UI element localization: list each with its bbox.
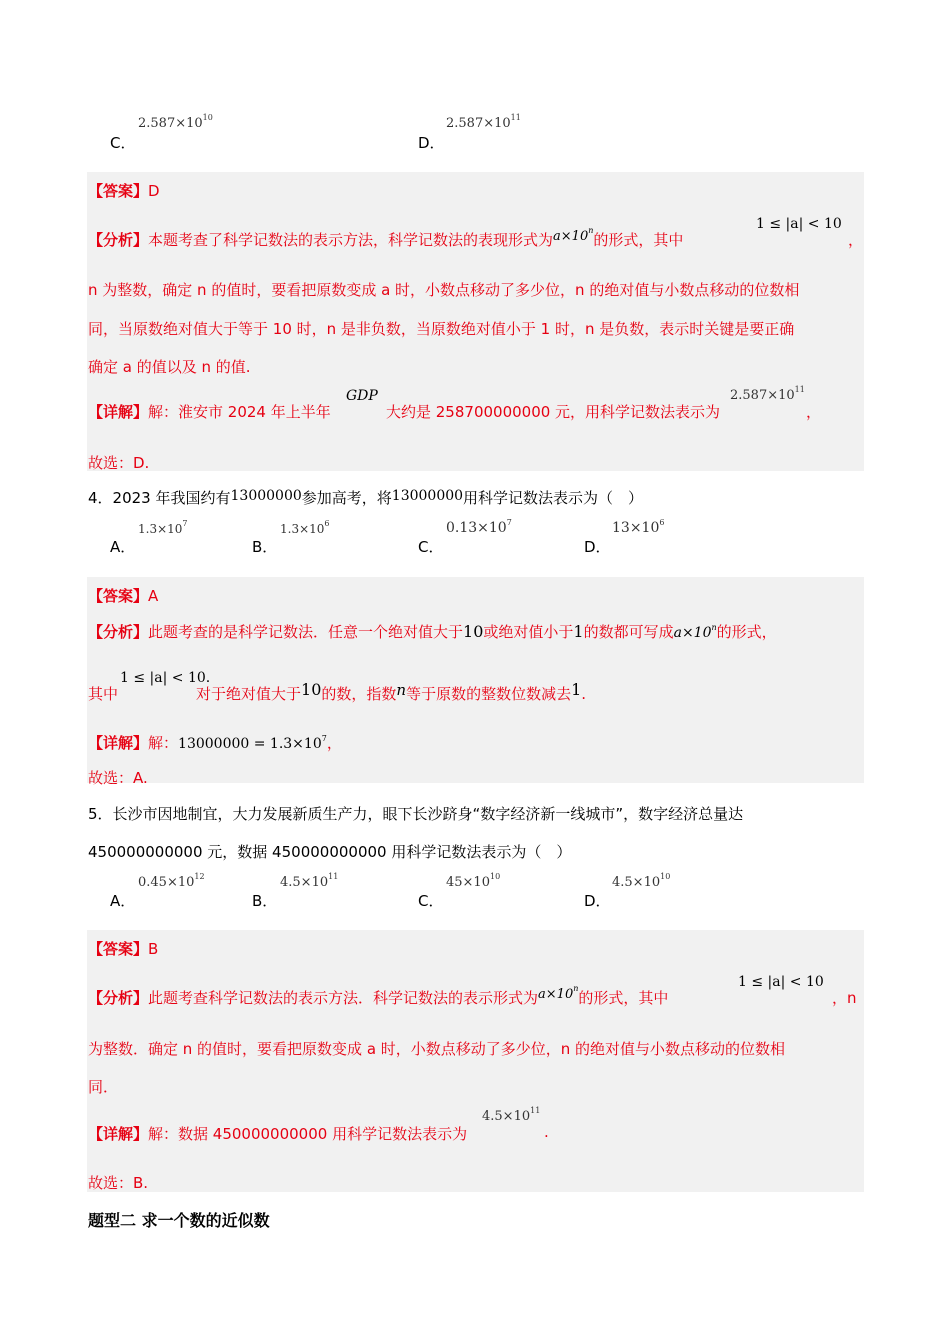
choice-line: 故选：A. <box>88 769 148 787</box>
section-title: 题型二 求一个数的近似数 <box>88 1211 270 1230</box>
detail-line: 【详解】解：数据 450000000000 用科学记数法表示为 <box>88 1125 468 1143</box>
detail-line-b: 大约是 258700000000 元，用科学记数法表示为 <box>386 403 721 421</box>
q5-option-a-label: A． <box>110 892 136 910</box>
analysis-tail: ，n <box>832 989 857 1007</box>
detail-period: . <box>544 1123 549 1141</box>
q5-stem-line-1: 5．长沙市因地制宜，大力发展新质生产力，眼下长沙跻身“数字经济新一线城市”，数字经济总量达 <box>88 805 744 823</box>
analysis-line-1: 【分析】此题考查科学记数法的表示方法．科学记数法的表示形式为$a\times 10^n$的形式，其中 <box>88 984 669 1007</box>
q3-option-c-value: $2.587\times 10^{10}$ <box>138 113 213 131</box>
analysis-line-4: 确定 a 的值以及 n 的值. <box>88 358 251 376</box>
q4-option-d-label: D． <box>584 538 611 556</box>
analysis-line-1: 【分析】本题考查了科学记数法的表示方法，科学记数法的表现形式为$a\times 10^n$的形式，其中 <box>88 226 684 249</box>
choice-line: 故选：D. <box>88 454 150 472</box>
answer-box-q5 <box>87 930 864 1192</box>
range-formula: 1 ≤ |a| < 10 <box>756 216 842 232</box>
q5-option-c-value: $45\times 10^{10}$ <box>446 872 501 890</box>
q5-stem-line-2: 450000000000 元，数据 450000000000 用科学记数法表示为（ ） <box>88 843 572 861</box>
detail-line: 【详解】解：淮安市 2024 年上半年 <box>88 403 331 421</box>
q4-option-c-value: $0.13\times 10^7$ <box>446 518 512 536</box>
analysis-line-2b: 对于绝对值大于10的数，指数n等于原数的整数位数减去1. <box>196 680 587 703</box>
q4-option-a-label: A． <box>110 538 136 556</box>
q5-option-a-value: $0.45\times 10^{12}$ <box>138 872 205 890</box>
q3-option-d-value: $2.587\times 10^{11}$ <box>446 113 521 131</box>
analysis-line-2: n 为整数，确定 n 的值时，要看把原数变成 a 时，小数点移动了多少位，n 的绝对值与小数点移动的位数相 <box>88 281 800 299</box>
choice-line: 故选：B. <box>88 1174 149 1192</box>
range-formula: 1 ≤ |a| < 10 <box>738 974 824 990</box>
analysis-line-3: 同． <box>88 1078 119 1096</box>
q4-option-c-label: C． <box>418 538 444 556</box>
analysis-line-3: 同，当原数绝对值大于等于 10 时，n 是非负数，当原数绝对值小于 1 时，n 是负数，表示时关键是要正确 <box>88 320 795 338</box>
range-formula: 1 ≤ |a| < 10. <box>120 670 211 686</box>
q5-option-b-value: $4.5\times 10^{11}$ <box>280 872 339 890</box>
q5-option-d-value: $4.5\times 10^{10}$ <box>612 872 671 890</box>
q5-option-b-label: B． <box>252 892 278 910</box>
q4-option-d-value: $13\times 10^6$ <box>612 518 665 536</box>
analysis-line-2: 为整数．确定 n 的值时，要看把原数变成 a 时，小数点移动了多少位，n 的绝对值与小数点移动的位数相 <box>88 1040 786 1058</box>
detail-comma: ， <box>806 403 822 421</box>
q3-option-c-label: C． <box>110 134 136 152</box>
answer-line: 【答案】D <box>88 182 160 200</box>
q4-option-a-value: $1.3\times 10^7$ <box>138 519 188 536</box>
detail-formula: $4.5\times 10^{11}$ <box>482 1106 541 1124</box>
q5-option-c-label: C． <box>418 892 444 910</box>
analysis-line-2: 其中 <box>88 685 119 703</box>
gdp-label: GDP <box>346 388 378 404</box>
analysis-comma: ， <box>848 231 864 249</box>
q4-option-b-label: B． <box>252 538 278 556</box>
answer-line: 【答案】B <box>88 940 159 958</box>
detail-line: 【详解】解：$13000000 = 1.3\times 10^7$， <box>88 734 342 752</box>
analysis-line-1: 【分析】此题考查的是科学记数法．任意一个绝对值大于10或绝对值小于1的数都可写成$a\times 10^n$的形式， <box>88 622 777 641</box>
q3-option-d-label: D． <box>418 134 445 152</box>
detail-formula: $2.587\times 10^{11}$ <box>730 385 805 403</box>
q4-stem: 4．2023 年我国约有13000000参加高考，将13000000用科学记数法表示为（ ） <box>88 488 644 507</box>
q5-option-d-label: D． <box>584 892 611 910</box>
answer-line: 【答案】A <box>88 587 159 605</box>
q4-option-b-value: $1.3\times 10^6$ <box>280 519 330 536</box>
